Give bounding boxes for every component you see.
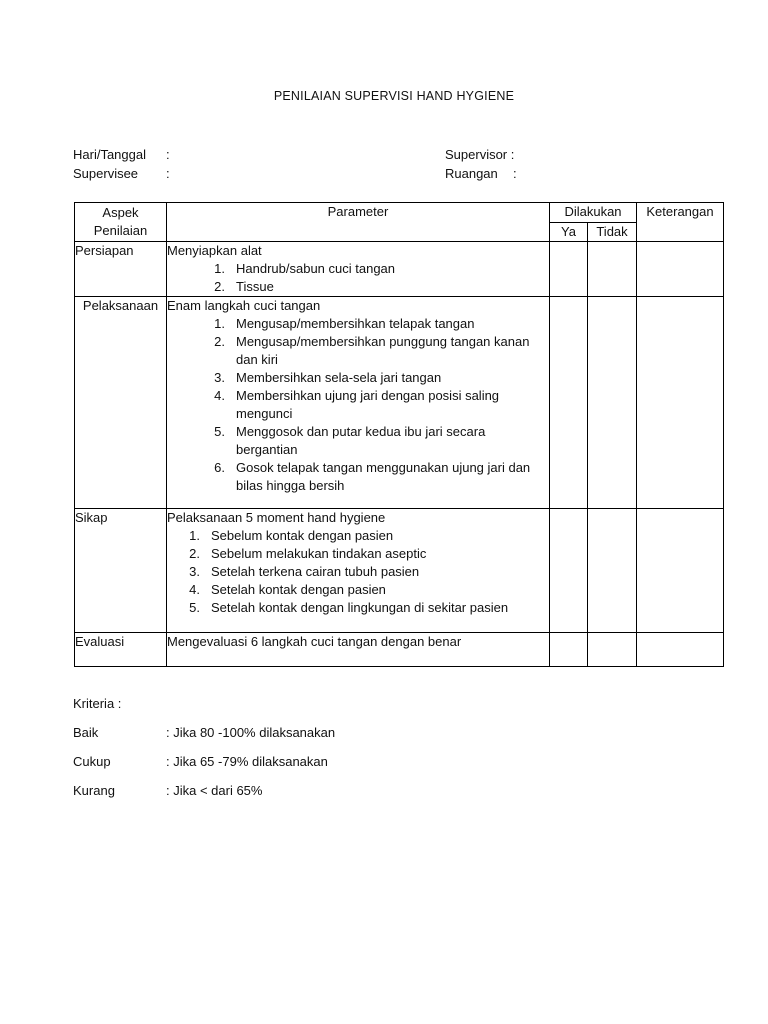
- item-text: Gosok telapak tangan menggunakan ujung jari dan bilas hingga bersih: [236, 460, 531, 493]
- header-dilakukan: Dilakukan: [550, 203, 637, 223]
- parameter-intro: Menyiapkan alat: [167, 243, 262, 258]
- keterangan-cell[interactable]: [637, 633, 724, 667]
- tidak-cell[interactable]: [588, 297, 637, 509]
- parameter-list: [167, 527, 549, 617]
- item-number: 5.: [214, 424, 225, 439]
- kriteria-label-cukup: Cukup: [73, 754, 111, 769]
- list-item: [167, 260, 549, 278]
- aspect-cell: Persiapan: [75, 242, 167, 297]
- kriteria-value-baik: : Jika 80 -100% dilaksanakan: [166, 725, 336, 740]
- item-number: 4.: [189, 582, 200, 597]
- list-item: [167, 563, 549, 581]
- kriteria-label-kurang: Kurang: [73, 783, 115, 798]
- item-text: Setelah terkena cairan tubuh pasien: [211, 564, 420, 579]
- keterangan-cell[interactable]: [637, 242, 724, 297]
- item-text: Setelah kontak dengan lingkungan di sekitar pasien: [211, 600, 509, 615]
- supervisee-field: [73, 166, 170, 181]
- hari-tanggal-field: [73, 147, 170, 162]
- item-text: Membersihkan sela-sela jari tangan: [236, 370, 442, 385]
- item-text: Tissue: [236, 279, 274, 294]
- aspect-cell: Pelaksanaan: [75, 297, 167, 509]
- item-number: 6.: [214, 460, 225, 475]
- supervisee-label: Supervisee: [73, 166, 139, 181]
- list-item: [167, 459, 549, 495]
- header-ya: Ya: [550, 222, 588, 242]
- header-aspek: Aspek Penilaian: [75, 203, 167, 242]
- parameter-cell: [167, 297, 550, 509]
- list-item: [167, 599, 549, 617]
- hari-tanggal-label: Hari/Tanggal: [73, 147, 146, 162]
- kriteria-value-kurang: : Jika < dari 65%: [166, 783, 263, 798]
- parameter-intro: Mengevaluasi 6 langkah cuci tangan dengan benar: [167, 634, 462, 649]
- item-text: Mengusap/membersihkan punggung tangan kanan dan kiri: [236, 334, 530, 367]
- item-text: Setelah kontak dengan pasien: [211, 582, 386, 597]
- aspect-cell: Sikap: [75, 509, 167, 633]
- tidak-cell[interactable]: [588, 633, 637, 667]
- list-item: [167, 423, 549, 459]
- list-item: [167, 369, 549, 387]
- item-text: Sebelum melakukan tindakan aseptic: [211, 546, 427, 561]
- supervisor-label: Supervisor :: [445, 147, 515, 162]
- kriteria-value-cukup: : Jika 65 -79% dilaksanakan: [166, 754, 328, 769]
- hari-tanggal-colon: :: [166, 147, 170, 162]
- ya-cell[interactable]: [550, 297, 588, 509]
- item-number: 4.: [214, 388, 225, 403]
- page-title: PENILAIAN SUPERVISI HAND HYGIENE: [273, 89, 515, 103]
- tidak-cell[interactable]: [588, 509, 637, 633]
- item-text: Membersihkan ujung jari dengan posisi saling mengunci: [236, 388, 500, 421]
- table-row: [75, 242, 724, 297]
- parameter-intro: Enam langkah cuci tangan: [167, 298, 321, 313]
- item-number: 1.: [214, 316, 225, 331]
- tidak-cell[interactable]: [588, 242, 637, 297]
- table-row: [75, 297, 724, 509]
- kriteria-heading: Kriteria :: [73, 696, 122, 711]
- item-text: Sebelum kontak dengan pasien: [211, 528, 394, 543]
- list-item: [167, 545, 549, 563]
- item-number: 5.: [189, 600, 200, 615]
- supervisor-field: [445, 147, 514, 162]
- item-number: 2.: [214, 334, 225, 349]
- parameter-cell: [167, 633, 550, 667]
- list-item: [167, 315, 549, 333]
- parameter-cell: [167, 242, 550, 297]
- keterangan-cell[interactable]: [637, 297, 724, 509]
- keterangan-cell[interactable]: [637, 509, 724, 633]
- item-number: 3.: [189, 564, 200, 579]
- ruangan-field: [445, 166, 517, 181]
- list-item: [167, 387, 549, 423]
- ruangan-colon: :: [513, 166, 517, 181]
- parameter-list: [167, 260, 549, 296]
- item-number: 1.: [189, 528, 200, 543]
- list-item: [167, 278, 549, 296]
- ya-cell[interactable]: [550, 242, 588, 297]
- aspect-cell: Evaluasi: [75, 633, 167, 667]
- header-parameter: Parameter: [167, 203, 550, 242]
- assessment-table: [74, 202, 724, 667]
- header-tidak: Tidak: [588, 222, 637, 242]
- item-text: Mengusap/membersihkan telapak tangan: [236, 316, 475, 331]
- parameter-list: [167, 315, 549, 495]
- item-text: Handrub/sabun cuci tangan: [236, 261, 396, 276]
- item-text: Menggosok dan putar kedua ibu jari secara bergantian: [236, 424, 486, 457]
- list-item: [167, 581, 549, 599]
- ruangan-label: Ruangan: [445, 166, 498, 181]
- ya-cell[interactable]: [550, 633, 588, 667]
- item-number: 3.: [214, 370, 225, 385]
- list-item: [167, 333, 549, 369]
- table-row: [75, 509, 724, 633]
- kriteria-label-baik: Baik: [73, 725, 99, 740]
- list-item: [167, 527, 549, 545]
- supervisee-colon: :: [166, 166, 170, 181]
- table-row: [75, 633, 724, 667]
- parameter-cell: [167, 509, 550, 633]
- item-number: 1.: [214, 261, 225, 276]
- header-keterangan: Keterangan: [637, 203, 724, 242]
- ya-cell[interactable]: [550, 509, 588, 633]
- parameter-intro: Pelaksanaan 5 moment hand hygiene: [167, 510, 386, 525]
- item-number: 2.: [214, 279, 225, 294]
- item-number: 2.: [189, 546, 200, 561]
